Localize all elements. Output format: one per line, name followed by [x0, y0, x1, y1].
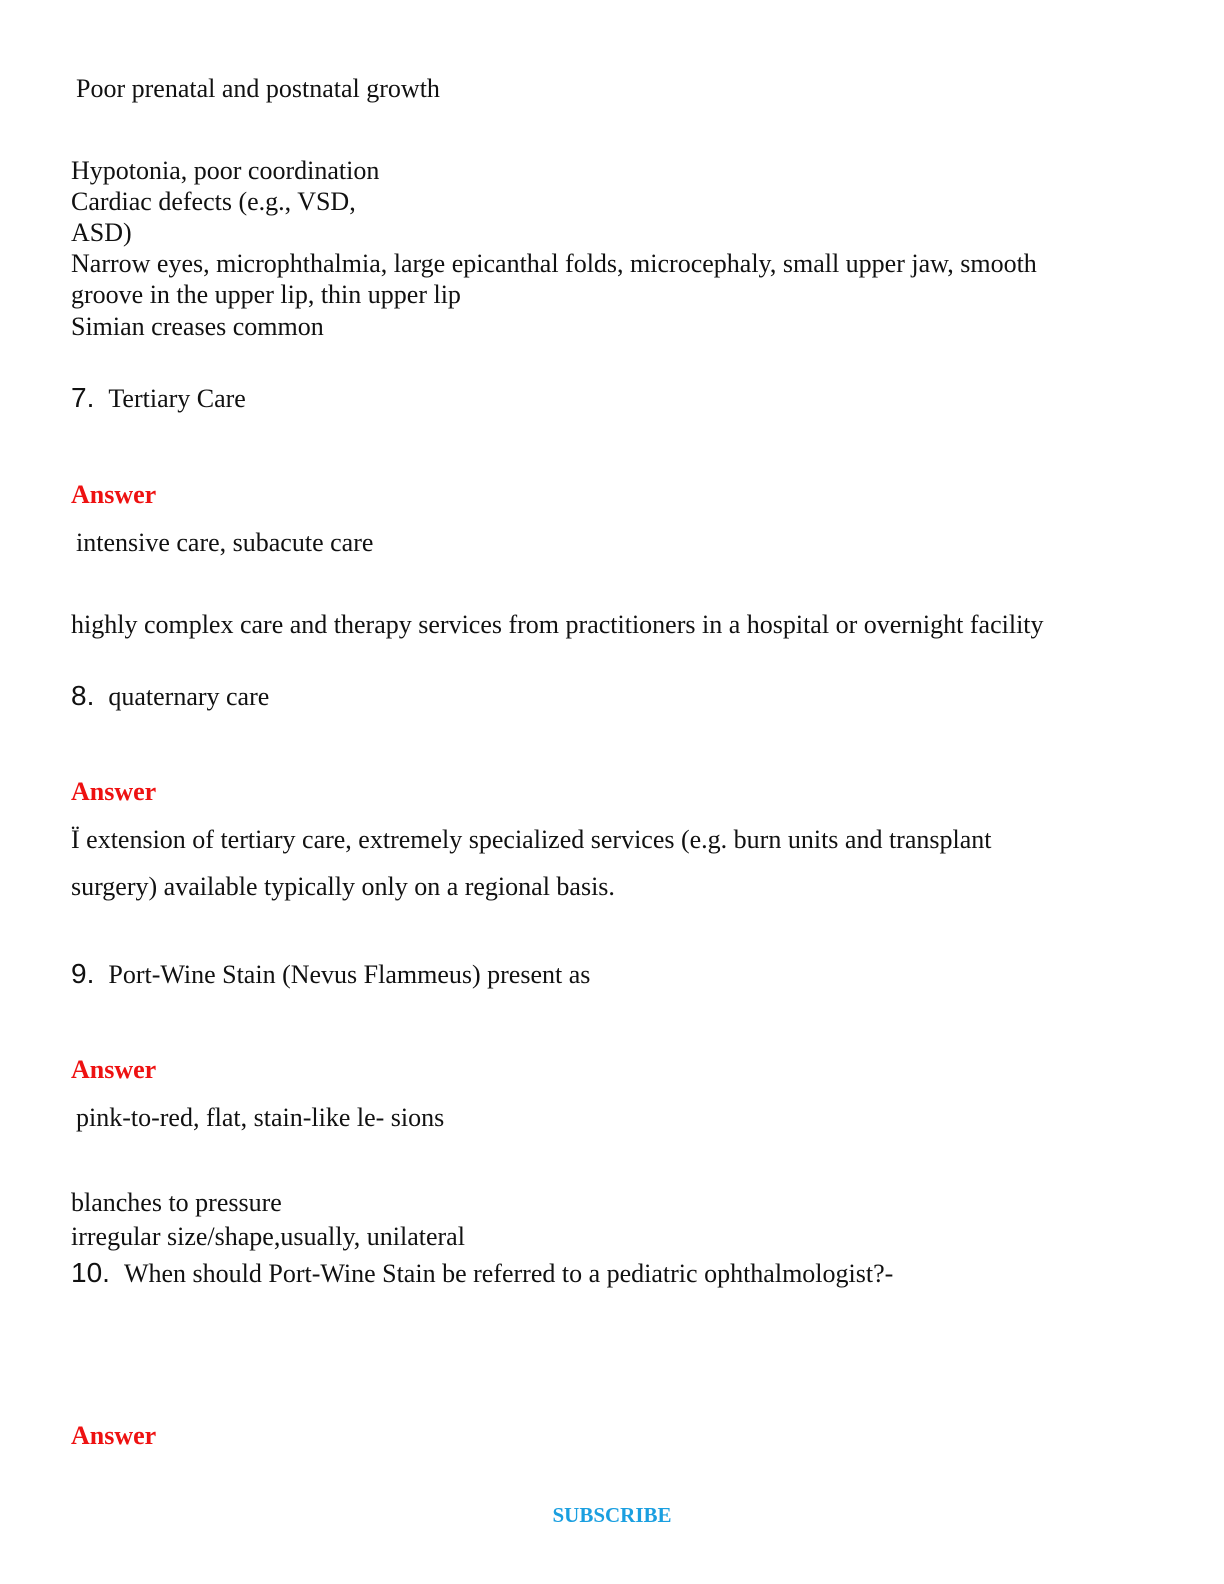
question-text: When should Port-Wine Stain be referred to a pediatric ophthalmologist?-: [123, 1259, 894, 1288]
question-9: [71, 958, 590, 990]
text-line: Narrow eyes, microphthalmia, large epicanthal folds, microcephaly, small upper jaw, smooth: [71, 249, 1037, 278]
question-number: 8.: [71, 680, 95, 711]
question-number: 10.: [71, 1257, 110, 1288]
text-line: Hypotonia, poor coordination: [71, 156, 380, 185]
question-number: 9.: [71, 958, 95, 989]
text-line: Simian creases common: [71, 312, 324, 341]
text-line: Poor prenatal and postnatal growth: [76, 74, 440, 103]
answer-line: intensive care, subacute care: [76, 528, 374, 557]
question-7: [71, 382, 246, 414]
question-10: [71, 1257, 893, 1289]
text-line: Cardiac defects (e.g., VSD,: [71, 187, 356, 216]
answer-line: highly complex care and therapy services from practitioners in a hospital or overnight facility: [71, 610, 1044, 639]
answer-line: blanches to pressure: [71, 1188, 282, 1217]
answer-label: Answer: [71, 777, 157, 806]
text-line: ASD): [71, 218, 132, 247]
subscribe-link[interactable]: SUBSCRIBE: [552, 1503, 672, 1527]
answer-label: Answer: [71, 480, 157, 509]
text-line: groove in the upper lip, thin upper lip: [71, 280, 461, 309]
answer-line: irregular size/shape,usually, unilateral: [71, 1222, 465, 1251]
answer-line: surgery) available typically only on a regional basis.: [71, 872, 615, 901]
question-text: Tertiary Care: [108, 384, 246, 413]
answer-line: Ï extension of tertiary care, extremely specialized services (e.g. burn units and transplant: [71, 825, 992, 854]
question-text: Port-Wine Stain (Nevus Flammeus) present as: [108, 960, 591, 989]
answer-line: pink-to-red, flat, stain-like le- sions: [76, 1103, 445, 1132]
answer-label: Answer: [71, 1421, 157, 1450]
answer-label: Answer: [71, 1055, 157, 1084]
question-8: [71, 680, 269, 712]
question-text: quaternary care: [108, 682, 270, 711]
question-number: 7.: [71, 382, 95, 413]
